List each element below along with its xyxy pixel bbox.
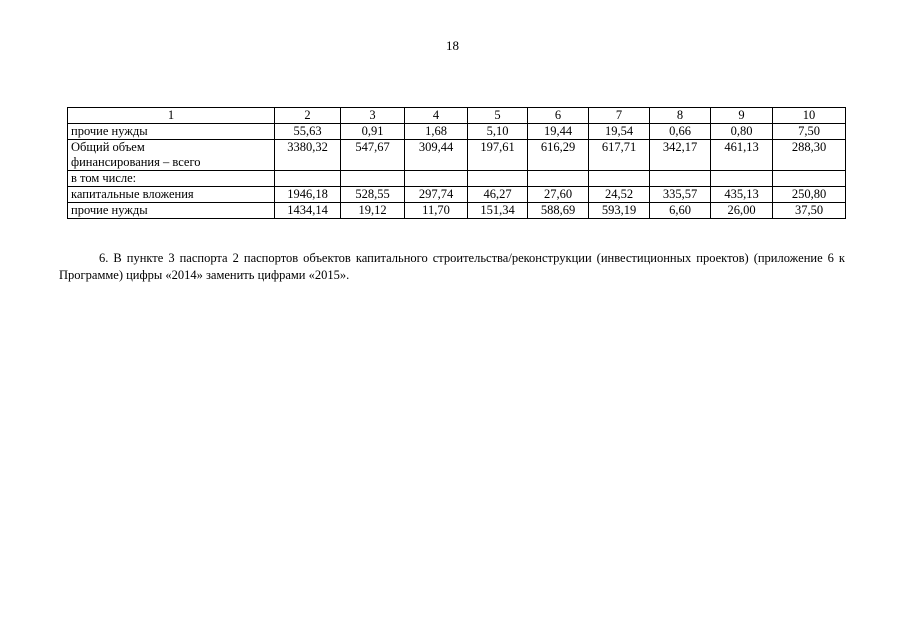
table-cell: 617,71 bbox=[589, 140, 650, 171]
table-cell: 461,13 bbox=[711, 140, 773, 171]
table-cell: 19,44 bbox=[528, 124, 589, 140]
table-cell bbox=[341, 171, 405, 187]
row-label bbox=[68, 140, 275, 171]
table-header-row bbox=[68, 108, 846, 124]
table-cell: 151,34 bbox=[468, 203, 528, 219]
table-cell: 19,12 bbox=[341, 203, 405, 219]
table-cell: 7,50 bbox=[773, 124, 846, 140]
table-cell: 528,55 bbox=[341, 187, 405, 203]
row-label-line: Общий объем bbox=[71, 140, 145, 154]
table-cell: 46,27 bbox=[468, 187, 528, 203]
table-cell bbox=[528, 171, 589, 187]
table-row bbox=[68, 203, 846, 219]
table-cell: 0,80 bbox=[711, 124, 773, 140]
table-cell: 0,66 bbox=[650, 124, 711, 140]
table-cell: 55,63 bbox=[275, 124, 341, 140]
column-header: 10 bbox=[773, 108, 846, 124]
column-header: 7 bbox=[589, 108, 650, 124]
table-cell: 26,00 bbox=[711, 203, 773, 219]
table-cell: 1,68 bbox=[405, 124, 468, 140]
table-cell bbox=[405, 171, 468, 187]
table-cell bbox=[650, 171, 711, 187]
table-row bbox=[68, 124, 846, 140]
table-cell: 197,61 bbox=[468, 140, 528, 171]
table-cell: 616,29 bbox=[528, 140, 589, 171]
table-cell: 11,70 bbox=[405, 203, 468, 219]
table-cell: 593,19 bbox=[589, 203, 650, 219]
financing-table bbox=[67, 107, 846, 219]
table-cell: 19,54 bbox=[589, 124, 650, 140]
table-cell: 309,44 bbox=[405, 140, 468, 171]
table-cell: 6,60 bbox=[650, 203, 711, 219]
table-row bbox=[68, 140, 846, 171]
column-header: 3 bbox=[341, 108, 405, 124]
table-cell: 24,52 bbox=[589, 187, 650, 203]
table-cell: 3380,32 bbox=[275, 140, 341, 171]
table-cell: 288,30 bbox=[773, 140, 846, 171]
table-cell bbox=[773, 171, 846, 187]
column-header: 6 bbox=[528, 108, 589, 124]
column-header: 8 bbox=[650, 108, 711, 124]
table-cell bbox=[275, 171, 341, 187]
table-row bbox=[68, 171, 846, 187]
column-header: 1 bbox=[68, 108, 275, 124]
table-cell: 0,91 bbox=[341, 124, 405, 140]
row-label: в том числе: bbox=[68, 171, 275, 187]
table-cell bbox=[468, 171, 528, 187]
amendment-paragraph: 6. В пункте 3 паспорта 2 паспортов объектов капитального строительства/реконструкции (инвестиционных проектов) (приложение 6 к Программе) цифры «2014» заменить цифрами «2015». bbox=[59, 251, 845, 282]
row-label: прочие нужды bbox=[68, 124, 275, 140]
table-cell: 27,60 bbox=[528, 187, 589, 203]
table-cell bbox=[589, 171, 650, 187]
column-header: 4 bbox=[405, 108, 468, 124]
column-header: 5 bbox=[468, 108, 528, 124]
table-cell: 1434,14 bbox=[275, 203, 341, 219]
table-cell bbox=[711, 171, 773, 187]
row-label: прочие нужды bbox=[68, 203, 275, 219]
row-label: капитальные вложения bbox=[68, 187, 275, 203]
table-cell: 1946,18 bbox=[275, 187, 341, 203]
table-cell: 435,13 bbox=[711, 187, 773, 203]
table-cell: 5,10 bbox=[468, 124, 528, 140]
column-header: 2 bbox=[275, 108, 341, 124]
row-label-line: финансирования – всего bbox=[71, 155, 201, 169]
table-cell: 250,80 bbox=[773, 187, 846, 203]
page-number: 18 bbox=[446, 38, 459, 53]
table-row bbox=[68, 187, 846, 203]
table-cell: 547,67 bbox=[341, 140, 405, 171]
column-header: 9 bbox=[711, 108, 773, 124]
table-cell: 335,57 bbox=[650, 187, 711, 203]
table-cell: 37,50 bbox=[773, 203, 846, 219]
table-cell: 297,74 bbox=[405, 187, 468, 203]
table-cell: 588,69 bbox=[528, 203, 589, 219]
table-cell: 342,17 bbox=[650, 140, 711, 171]
